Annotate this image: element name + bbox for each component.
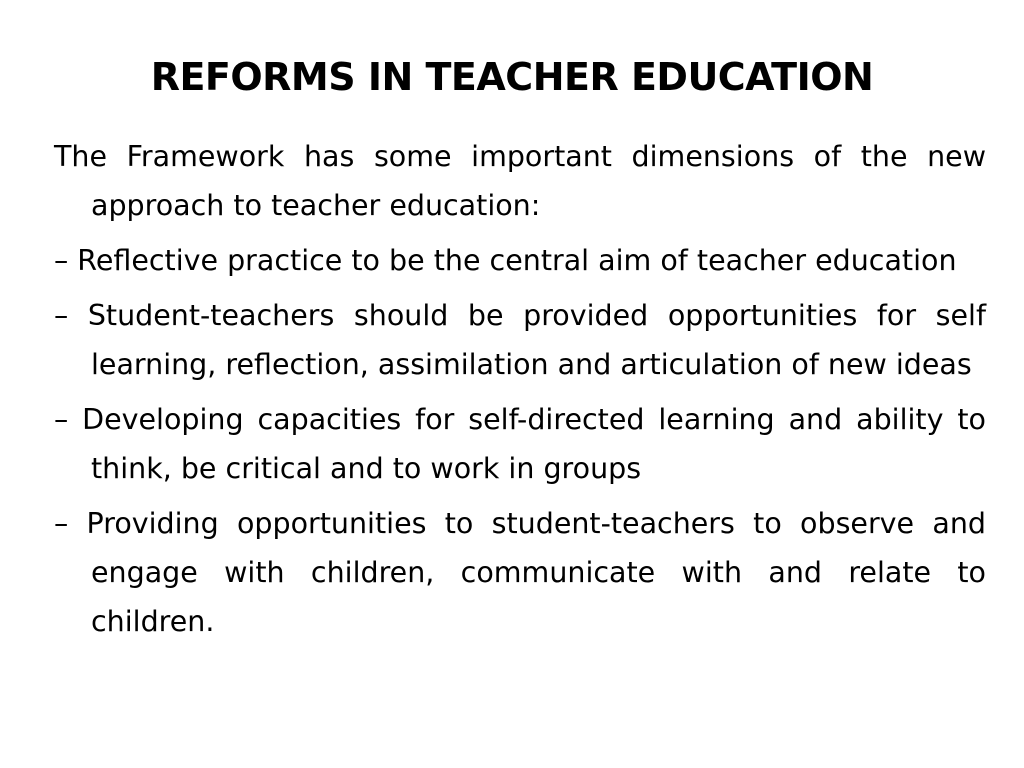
intro-paragraph: The Framework has some important dimensions of the new approach to teacher education:	[54, 140, 986, 222]
bullet-item-reflective-practice: – Reflective practice to be the central aim of teacher education	[54, 244, 957, 277]
bullet-item-self-learning: – Student-teachers should be provided opportunities for self learning, reflection, assimilation and articulation of new ideas	[54, 299, 986, 381]
bullet-item-self-directed-learning: – Developing capacities for self-directed learning and ability to think, be critical and to work in groups	[54, 403, 986, 485]
slide-title: REFORMS IN TEACHER EDUCATION	[150, 55, 874, 99]
slide-body	[54, 132, 986, 652]
bullet-item-engage-with-children: – Providing opportunities to student-teachers to observe and engage with children, communicate with and relate to children.	[54, 507, 986, 638]
